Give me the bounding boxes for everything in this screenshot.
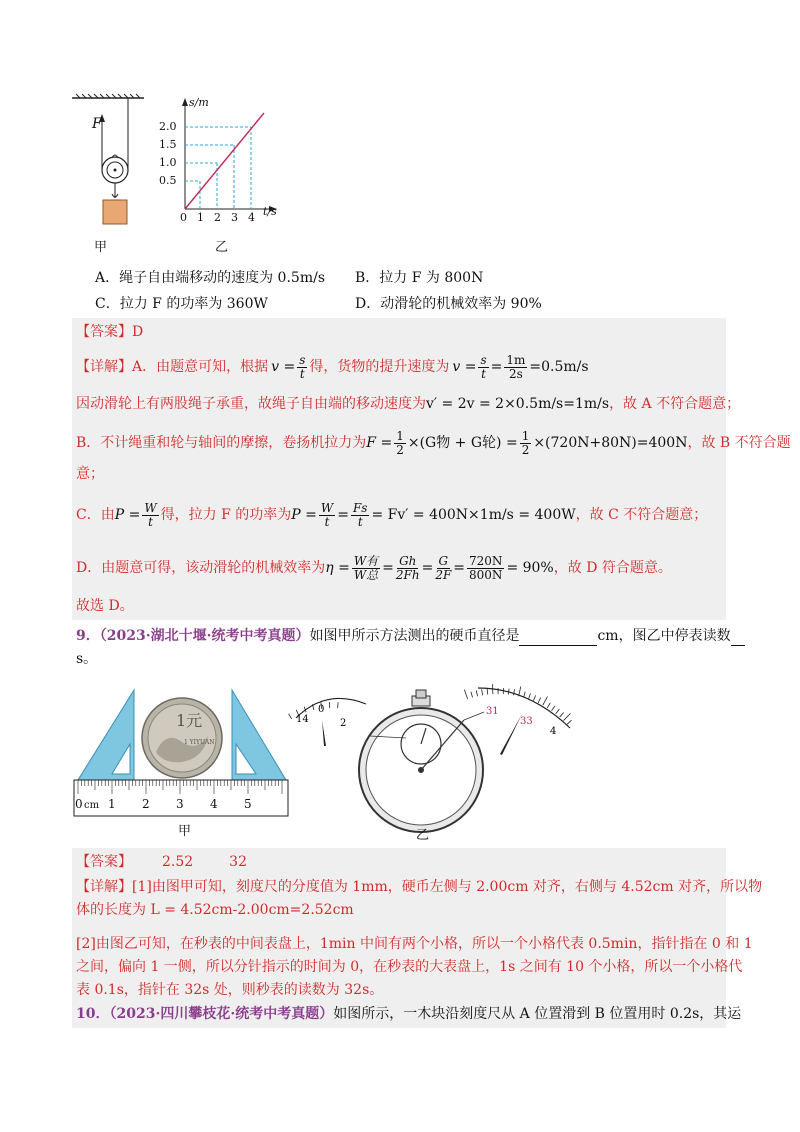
second-label-31: 31: [486, 706, 499, 717]
q9-detail-2a: [2]由图乙可知，在秒表的中间表盘上，1min 中间有两个小格，所以一个小格代表 0.5min，指针指在 0 和 1: [76, 936, 753, 952]
fig-yi-caption: 乙: [215, 240, 229, 255]
q8-detail-line-5: C．由 P = $\frac{W}{t}$ 得，拉力 F 的功率为 P = $\frac{W}{t}$ = $\frac{Fs}{t}$ = Fv′ = 400N×1m/s = 400W ，故 C 不符合题意；: [76, 500, 708, 529]
q9-blank-1[interactable]: [519, 645, 597, 646]
q9-blank-2[interactable]: [731, 645, 745, 646]
option-a: A．绳子自由端移动的速度为 0.5m/s: [95, 270, 326, 286]
option-d: D．动滑轮的机械效率为 90%: [355, 296, 542, 312]
s-t-graph: [158, 92, 288, 222]
stopwatch-figure: [288, 678, 588, 848]
q8-detail-line-6: D．由题意可得，该动滑轮的机械效率为 η = $\frac{\text{W有}}{\text{W总}}$ = $\frac{Gh}{2Fh}$ = $\frac{G}{2F}$ = $\frac{720N}{800N}$ = 90% ，故 D 符合题意。: [76, 553, 672, 582]
q8-detail-line-2: 因动滑轮上有两股绳子承重，故绳子自由端的移动速度为v′ = 2v = 2×0.5m/s=1m/s，故 A 不符合题意；: [76, 396, 741, 412]
coin-ruler-figure: [72, 682, 292, 830]
q9-stem-line-2: s。: [76, 651, 98, 667]
q9-detail-2b: 之间，偏向 1 一侧，所以分针指示的时间为 0，在秒表的大表盘上，1s 之间有 10 个小格，所以一个小格代: [76, 959, 743, 975]
q8-detail-line-1: 【详解】 A．由题意可知，根据 v = $\frac{s}{t}$ 得，货物的提升速度为 v = $\frac{s}{t}$ = $\frac{1m}{2s}$ =0.5m/s: [76, 352, 589, 381]
x-tick-3: 3: [231, 211, 238, 222]
second-label-4: 4: [550, 726, 557, 737]
ruler-num-5: 5: [244, 797, 252, 811]
x-tick-2: 2: [214, 211, 221, 222]
y-tick-1: 0.5: [159, 174, 177, 187]
pulley-force-label: F: [92, 116, 102, 132]
x-tick-4: 4: [248, 211, 255, 222]
q8-conclusion: 故选 D。: [76, 598, 134, 614]
q9-detail-1a: 【详解】[1]由图甲可知，刻度尺的分度值为 1mm，硬币左侧与 2.00cm 对齐，右侧与 4.52cm 对齐，所以物: [76, 879, 763, 895]
y-tick-4: 2.0: [159, 120, 177, 133]
ruler-num-1: 1: [108, 797, 116, 811]
q9-answer: 【答案】 2.52 32: [76, 854, 247, 870]
q9-detail-2c: 表 0.1s，指针在 32s 处，则秒表的读数为 32s。: [76, 982, 384, 998]
q8-detail-line-4: 意；: [76, 466, 104, 482]
minute-label-2: 2: [340, 718, 347, 729]
q9-fig-yi-caption: 乙: [416, 828, 430, 843]
q8-answer: 【答案】D: [76, 324, 144, 340]
y-tick-2: 1.0: [159, 156, 177, 169]
coin-text-2: 1 YIYUAN: [184, 739, 215, 746]
ruler-num-0: 0: [75, 797, 83, 811]
coin-text-1: 1元: [176, 711, 203, 730]
second-label-33: 33: [520, 716, 533, 727]
q9-fig-jia-caption: 甲: [178, 824, 192, 839]
x-axis-label: t/s: [263, 205, 277, 218]
ruler-num-3: 3: [176, 797, 184, 811]
pulley-figure: [70, 92, 150, 262]
y-tick-3: 1.5: [159, 138, 177, 151]
ruler-num-2: 2: [142, 797, 150, 811]
x-tick-0: 0: [180, 211, 187, 222]
minute-label-0: 0: [318, 704, 325, 715]
fig-jia-caption: 甲: [94, 240, 108, 255]
y-axis-label: s/m: [189, 96, 209, 109]
ruler-unit: cm: [84, 800, 100, 811]
q9-stem-line-1: 9．（2023·湖北十堰·统考中考真题）如图甲所示方法测出的硬币直径是 cm，图乙中停表读数: [76, 626, 745, 646]
option-b: B．拉力 F 为 800N: [355, 270, 484, 286]
option-c: C．拉力 F 的功率为 360W: [95, 296, 268, 312]
q9-detail-1b: 体的长度为 L = 4.52cm-2.00cm=2.52cm: [76, 902, 354, 918]
x-tick-1: 1: [197, 211, 204, 222]
q8-detail-line-3: B．不计绳重和轮与轴间的摩擦，卷扬机拉力为 F = $\frac{1}{2}$ ×(G物 + G轮) = $\frac{1}{2}$ ×(720N+80N)=400N ，故 B 不符合题: [76, 428, 791, 457]
q10-stem: 10．（2023·四川攀枝花·统考中考真题）如图所示，一木块沿刻度尺从 A 位置滑到 B 位置用时 0.2s，其运: [76, 1006, 742, 1022]
ruler-num-4: 4: [210, 797, 218, 811]
minute-label-14: 14: [296, 714, 309, 725]
